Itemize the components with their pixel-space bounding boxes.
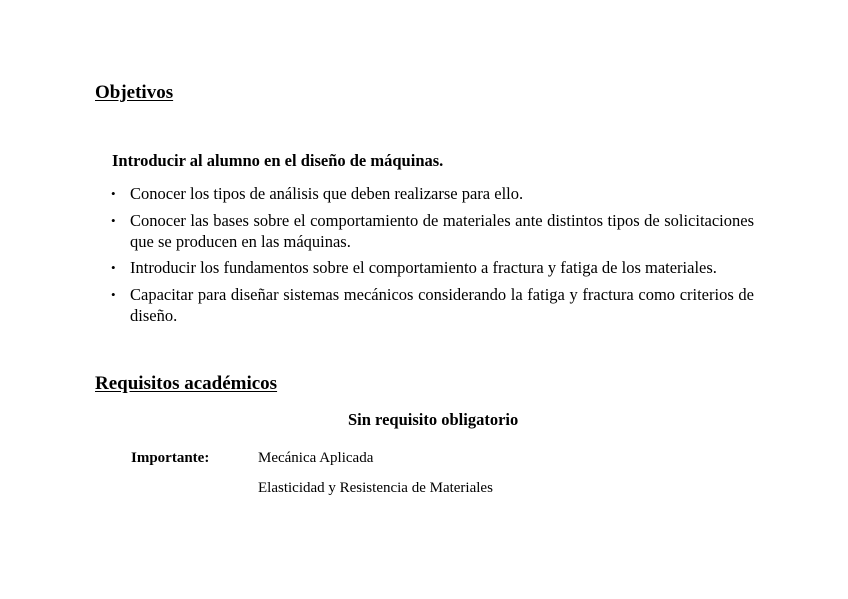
bullet-icon: • <box>111 212 116 228</box>
bullet-icon: • <box>111 260 116 275</box>
course-item: Mecánica Aplicada <box>258 450 374 466</box>
objetivos-intro: Introducir al alumno en el diseño de máquinas. <box>112 151 444 170</box>
list-item-text: Conocer las bases sobre el comportamiento de materiales ante distintos tipos de solicitaciones que se producen en las máquinas. <box>130 210 754 251</box>
list-item-text: Introducir los fundamentos sobre el comportamiento a fractura y fatiga de los materiales. <box>130 258 717 277</box>
list-item <box>110 284 754 326</box>
list-item <box>110 210 754 252</box>
course-item: Elasticidad y Resistencia de Materiales <box>258 480 493 496</box>
important-label: Importante: <box>131 450 210 466</box>
list-item <box>110 183 754 204</box>
objetivos-heading: Objetivos <box>95 82 174 103</box>
requisitos-subtitle: Sin requisito obligatorio <box>348 410 519 429</box>
list-item-text: Conocer los tipos de análisis que deben realizarse para ello. <box>130 184 524 203</box>
requisitos-heading: Requisitos académicos <box>95 373 278 394</box>
bullet-icon: • <box>111 186 116 201</box>
objetivos-list <box>110 183 754 331</box>
list-item <box>110 257 754 278</box>
list-item-text: Capacitar para diseñar sistemas mecánicos considerando la fatiga y fractura como criterios de diseño. <box>130 284 754 325</box>
bullet-icon: • <box>111 286 116 302</box>
